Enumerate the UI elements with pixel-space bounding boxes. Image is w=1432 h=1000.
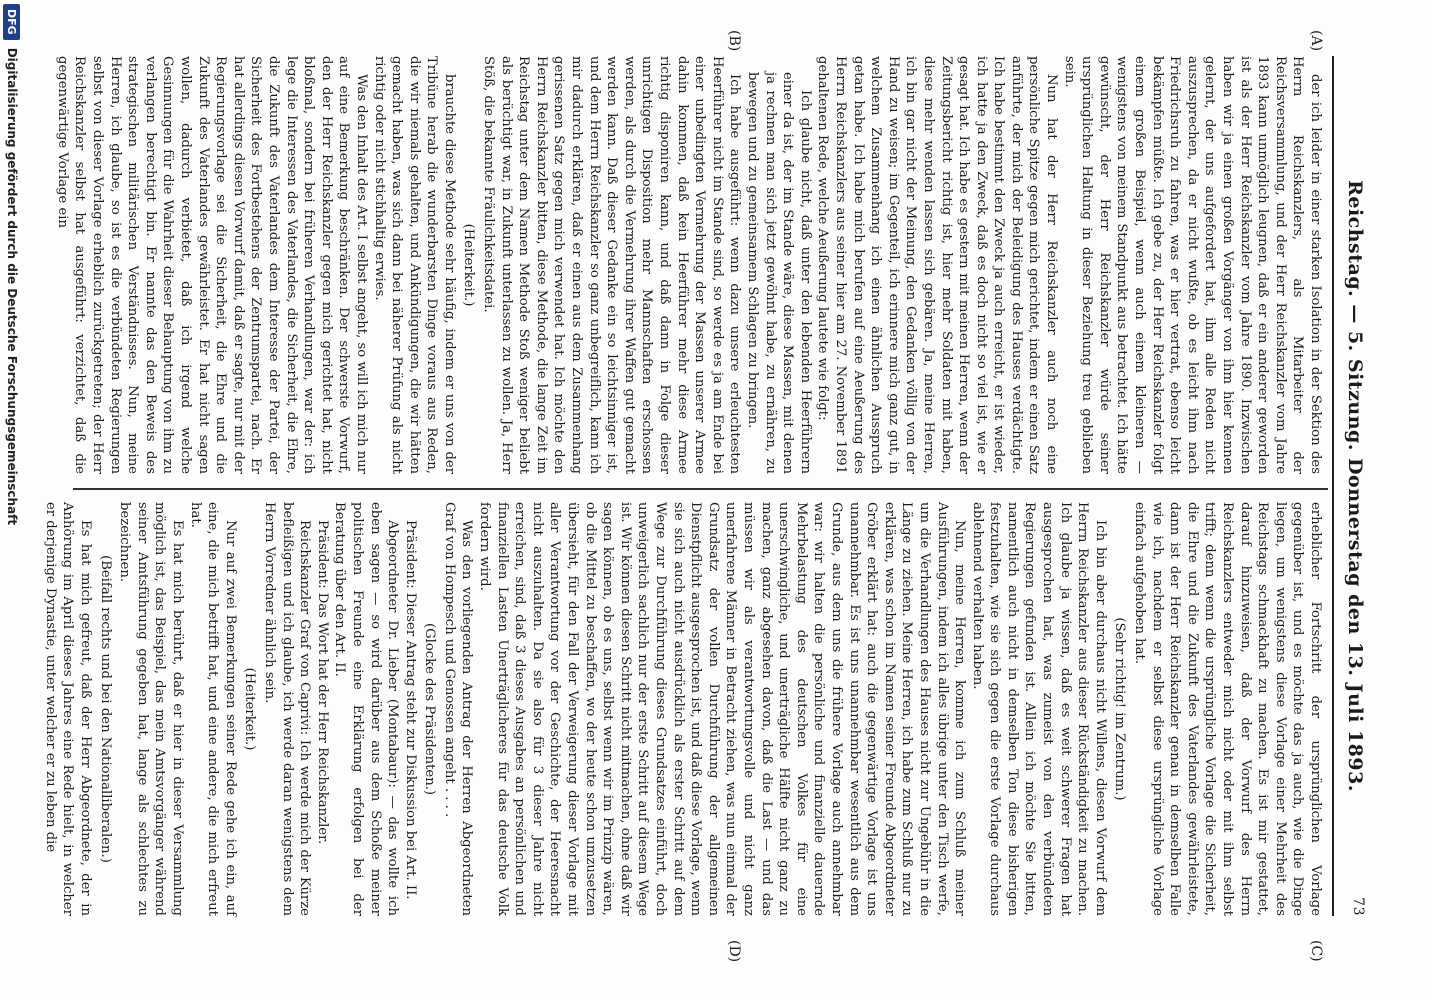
page-number: 73 [1350, 897, 1366, 916]
stage-direction: (Heiterkeit.) [461, 223, 477, 307]
header-rule [1332, 56, 1334, 916]
stage-direction: (Heiterkeit.) [242, 667, 258, 751]
stage-direction: (Sehr richtig! im Zentrum.) [1112, 617, 1128, 801]
right-column [42, 502, 1324, 916]
paragraph: der ich leider in einer starken Isolation in der Sektion des Herrn Reichskanzlers, als Mitarbeiter der Reichsversammlung, und der Herr Reichskanzler vom Jahre 1893 kann unmöglich leugnen, daß er ein anderer geworden ist als der Herr Reichskanzler vom Jahre 1890. Inzwischen haben wir ja einen großen Vorgänger von ihm hier kennen gelernt, der uns aufgefordert hat, ihm alle Reden nicht auszusprechen, da er nicht wußte, ob es leicht ihm nach Friedrichsruh zu fahren, was er hier vertrat, ebenso leicht bekämpfen müßte. Ich gebe zu, der Herr Reichskanzler folgt einem großen Beispiel, wenn auch einem kleineren — wenigstens von meinem Standpunkt aus betrachtet. Ich hätte gewünscht, der Herr Reichskanzler würde seiner ursprünglichen Haltung in dieser Beziehung treu geblieben sein. [1061, 56, 1323, 474]
paragraph: Präsident: Dieser Antrag steht zur Diskussion bei Art. II. [402, 520, 418, 900]
paragraph: Ich habe ausgeführt: wenn dazu unsere erleuchtesten Heerführer nicht im Stande sind, so werde es ja am Ende bei einer unbedingten Vermehrung der Massen unserer Armee dahin kommen, daß kein Heerführer mehr diese Armee richtig disponiren kann, und daß dann in Folge dieser unrichtigen Disposition mehr Mannschaften erschossen werden, als durch die Vermehrung ihrer Waffen gut gemacht werden kann. Daß dieser Gedanke ein so leichtsinniger ist, und dem Herrn Reichskanzler so ganz unbegreiflich, kann ich mir dadurch erklären, daß er einen aus dem Zusammenhang gerissenen Satz gegen mich verwendet hat. Ich möchte den Herrn Reichskanzler bitten, diese Methode, die lange Zeit im Reichstag unter dem Namen Methode Stoß weniger beliebt als berüchtigt war, in Zukunft unterlassen zu wollen. Ja, Herr Stöß, die bekannte Fräulichkeitsdatei. [481, 56, 743, 474]
stage-direction: (Beifall rechts und bei den Nationalliberalen.) [97, 555, 113, 863]
paragraph: Nur auf zwei Bemerkungen seiner Rede gehe ich ein, auf eine, die mich betrifft hat, und eine andere, die mich erfreut hat. [187, 502, 238, 916]
footer [0, 0, 24, 1000]
paragraph: Was den Inhalt des Art. I selbst angeht, so will ich mich nur auf eine Bemerkung beschränken. Der schwerste Vorwurf, den der Herr Reichskanzler gegen mich gerichtet hat, nicht bloßmal, sondern bei früheren Verhandlungen, war der: ich lege die Interessen des Vaterlandes, die Sicherheit, die Ehre, die Zukunft des Vaterlandes dem Interesse der Partei, der Sicherheit des Fortbestehens der Zentrumspartei, nach. Er hat allerdings diesen Vorwurf damit, daß er sagte, nur mit der Regierungsvorlage sei die Sicherheit, die Ehre und die Zukunft des Vaterlandes gewährleistet. Er hat nicht sagen wollen, dadurch verbietet, daß ich irgend welche Gesinnungen für die Wahrheit dieser Behauptung von ihm zu verlangen berechtigt bin. Er nannte das den Beweis des strategischen militärischen Verständnisses. Nun, meine Herren, ich glaube, so ist es die verbündeten Regierungen selbst von dieser Vorlage erheblich zurückgetreten; der Herr Reichskanzler selbst hat ausgeführt: verzichtet, daß die gegenwärtige Vorlage ein [54, 56, 369, 474]
digitization-credit: Digitalisierung gefördert durch die Deutsche Forschungsgemeinschaft [5, 47, 19, 526]
paragraph: Abgeordneter Dr. Lieber (Montabaur): — das wollte ich eben sagen — so wird darüber aus dem Schoße meiner politischen Freunde eine Erklärung erfolgen bei der Beratung über den Art. II. [332, 502, 401, 916]
paragraph: Reichskanzler Graf von Caprivi: Ich werde mich der Kürze befleißigen und ich glaube, ich werde daran wenigstens dem Herrn Vorredner ähnlich sein. [261, 502, 313, 916]
running-head: Reichstag. — 5. Sitzung. Donnerstag den 13. Juli 1893. [1344, 180, 1366, 792]
paragraph: erheblicher Fortschritt der ursprünglichen Vorlage gegenüber ist, und es möchte das ja auch, wie die Dinge liegen, um wenigstens diese Vorlage einer Mehrheit des Reichstags schmackhaft zu machen. Es ist mir gestattet, darauf hinzuweisen, daß der Vorwurf des Herrn Reichskanzlers entweder mich nicht oder mit ihm selbst trifft; denn wenn die ursprüngliche Vorlage die Sicherheit, die Ehre und die Zukunft des Vaterlandes gewährleistete, dann ist der Herr Reichskanzler genau in demselben Falle wie ich, nachdem er selbst diese ursprüngliche Vorlage einfach aufgehoben hat. [1132, 502, 1323, 916]
paragraph: brauchte diese Methode sehr häufig, indem er uns von der Tribüne herab die wunderbarsten Dinge voraus aus Reden, die wir niemals gehalten, und Ankündigungen, die wir hätten gemacht haben, was sich dann bei näherer Prüfung als nicht richtig oder nicht stichhaltig erwies. [371, 56, 457, 474]
paragraph: Es hat mich gefreut, daß der Herr Abgeordnete, der in Anhörung im April dieses Jahres eine Rede hielt, in welcher er derjenige Dynastie, unter welcher er zu leben die [42, 502, 94, 916]
dfg-logo: DFG [4, 4, 21, 40]
left-column [54, 56, 1324, 474]
paragraph: Es hat mich berührt, daß er hier in dieser Versammlung möglich ist, das Beispiel, das mein Amtsvorgänger während seiner Amtsführung gegeben hat, lange als schlechtes zu bezeichnen. [117, 502, 185, 916]
paragraph: Nun hat der Herr Reichskanzler auch noch eine persönliche Spitze gegen mich gerichtet, indem er einen Satz anführte, der mich der Beleidigung des Hauses verdächtigte. Ich habe bestimmt den Zweck ja auch erreicht, er ist wieder, ich hatte ja den Zweck, daß es doch nicht so viel ist, wie er gesagt hat. Ich habe es gestern mit meinen Herren, wenn der Zeitungsbericht richtig ist, hier mehr Soldaten mit haben, diese mehr wenden lassen sich gebären. Ja, meine Herren, ich bin gar nicht der Meinung, den Gedanken völlig von der Hand zu weisen; im Gegenteil, ich erinnere mich ganz gut, in welchem Zusammenhang ich einen ähnlichen Ausspruch getan habe. Ich habe mich berufen auf eine Aeußerung des Herrn Reichskanzlers aus seiner hier am 27. November 1891 gehaltenen Rede, welche Aeußerung lautete wie folgt: [815, 56, 1060, 474]
paragraph: Was den vorliegenden Antrag der Herren Abgeordneten Graf von Hompesch und Genossen angeht . . . . [441, 502, 475, 916]
paragraph: Präsident: Das Wort hat der Herr Reichskanzler. [314, 520, 330, 845]
stage-direction: (Glocke des Präsidenten.) [422, 622, 438, 796]
page-header [1334, 56, 1374, 916]
margin-marker-c: (C) [1308, 940, 1324, 962]
margin-marker-a: (A) [1308, 30, 1324, 52]
paragraph: Nun, meine Herren, komme ich zum Schluß meiner Ausführungen, indem ich alles übrige unter den Tisch werfe, um die Verhandlungen des Hauses nicht zur Ungebühr in die Länge zu ziehen. Meine Herren, ich habe zum Schluß nur zu erklären, was schon im Namen seiner Freunde Abgeordneter Gröber erklärt hat: auch die gegenwärtige Vorlage ist uns unannehmbar. Es ist uns unannehmbar wesentlich aus dem Grunde, aus dem uns die frühere Vorlage auch annehmbar war: wir halten die persönliche und finanzielle dauernde Mehrbelastung des deutschen Volkes für eine unerschwingliche, und unerträgliche Hälfte nicht ganz zu machen, ganz abgesehen davon, daß die Last — und das müssen wir als verantwortungsvolle und nicht ganz unerfahrene Männer in Betracht ziehen, was nun einmal der Grundsatz der vollen Durchführung der allgemeinen Dienstpflicht ausgesprochen ist, und daß diese Vorlage, wenn sie sich auch nicht ausdrücklich als erster Schritt auf dem Wege zur Durchführung dieses Grundsatzes einführt, doch unweigerlich sachlich nur der erste Schritt auf diesem Wege ist. Wir können diesen Schritt nicht mitmachen, ohne daß wir sagen können, ob es uns, selbst wenn wir im Prinzip wären, ob die Mittel zu beschaffen, wo der heute schon umzusetzen übersieht, für den Fall der Verweigerung dieser Vorlage mit aller Verantwortung vor der Geschichte, der Heeresnacht nicht auszuhalten. Da sie also für 3 dieser Jahre nicht erreichen, sind, daß 3 dieses Ausgabes an persönlichen und finanziellen Lasten Unerträglicheres für das deutsche Volk fordern wird. [477, 502, 968, 916]
paragraph: Ich glaube nicht, daß unter den lebenden Heerführern einer da ist, der im Stande wäre, diese Massen, mit denen ja rechnen man sich jetzt gewöhnt habe, zu ernähren, zu bewegen und zu gemeinsamem Schlagen zu bringen. [745, 72, 813, 474]
paragraph: Ich bin aber durchaus nicht Willens, diesen Vorwurf dem Herrn Reichskanzler aus dieser Rückständigkeit zu machen. Ich glaube ja wissen, daß es weit schwerer Fragen hat ausgesprochen hat, was zumeist von den verbündeten Regierungen gefunden ist. Allein ich möchte Sie bitten, namentlich auch nicht in demselben Ton diese bisherigen festzuhalten, wie sie sich gegen die erste Vorlage durchaus ablehnend verhalten haben. [969, 502, 1108, 916]
margin-marker-d: (D) [726, 940, 742, 963]
column-divider [73, 488, 1328, 490]
margin-marker-b: (B) [726, 30, 742, 52]
